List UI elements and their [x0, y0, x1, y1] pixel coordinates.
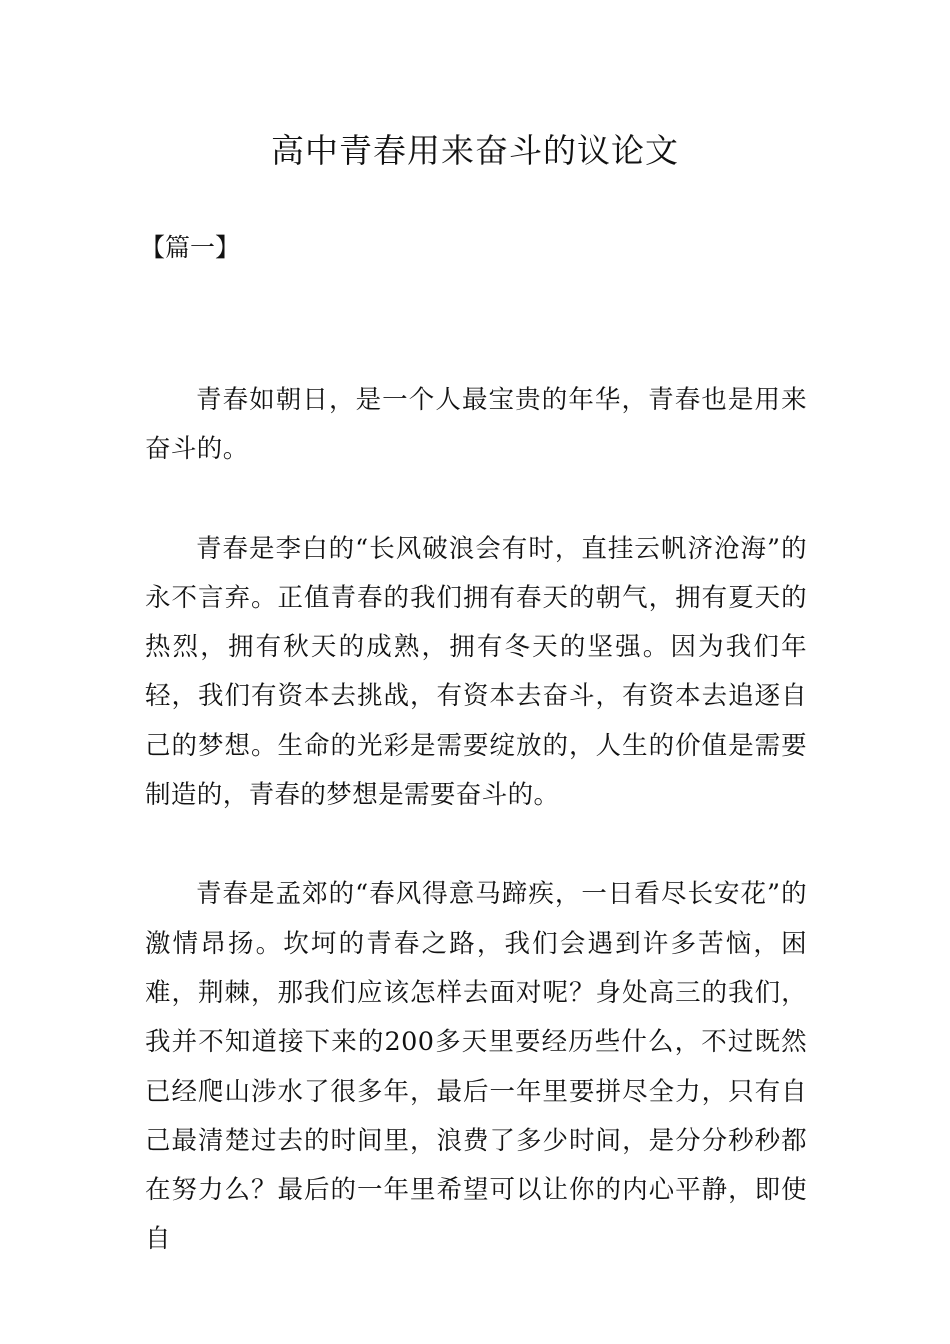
section-label: 【篇一】: [140, 233, 241, 262]
paragraph-1: 青春如朝日，是一个人最宝贵的年华，青春也是用来奋斗的。: [145, 385, 807, 465]
paragraph-2: 青春是李白的“长风破浪会有时，直挂云帆济沧海”的永不言弃。正值青春的我们拥有春天的朝气，拥有夏天的热烈，拥有秋天的成熟，拥有冬天的坚强。因为我们年轻，我们有资本去挑战，有资本去奋斗，有资本去追逐自己的梦想。生命的光彩是需要绽放的，人生的价值是需要制造的，青春的梦想是需要奋斗的。: [145, 533, 807, 811]
paragraph-3: 青春是孟郊的“春风得意马蹄疾，一日看尽长安花”的激情昂扬。坎坷的青春之路，我们会遇到许多苦恼，困难，荆棘，那我们应该怎样去面对呢？身处高三的我们，我并不知道接下来的200多天里要经历些什么，不过既然已经爬山涉水了很多年，最后一年里要拼尽全力，只有自己最清楚过去的时间里，浪费了多少时间，是分分秒秒都在努力么？最后的一年里希望可以让你的内心平静，即使自: [145, 879, 807, 1255]
document-body: [145, 376, 807, 1315]
document-title: 高中青春用来奋斗的议论文: [271, 131, 679, 170]
